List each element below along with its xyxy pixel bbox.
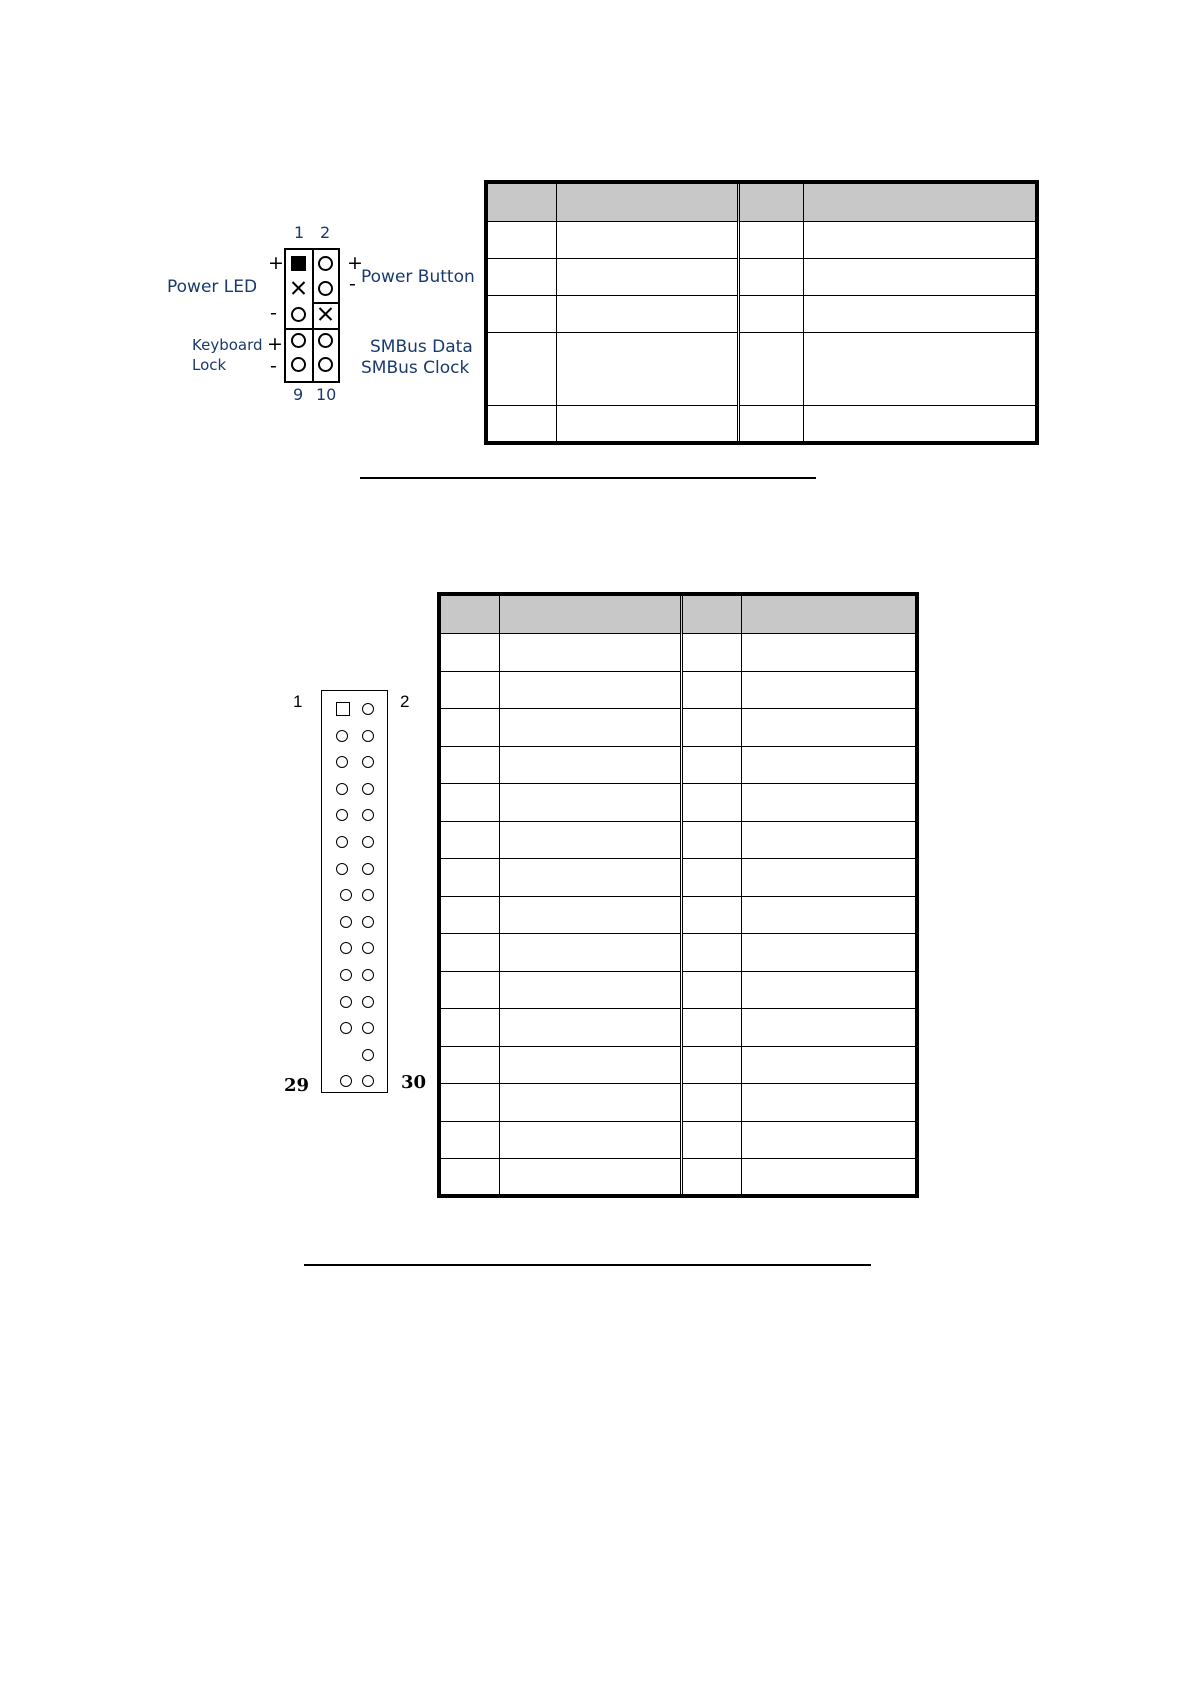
- table-cell: [741, 971, 917, 1009]
- header-pin: [362, 996, 374, 1008]
- table-cell: [439, 709, 499, 747]
- header-pin: [336, 863, 348, 875]
- smbus-clock-label: SMBus Clock: [361, 358, 470, 378]
- table-cell: [439, 1046, 499, 1084]
- table-cell: [499, 1121, 681, 1159]
- table-cell: [681, 671, 741, 709]
- pin-29-label: 29: [284, 1075, 310, 1096]
- header-pin: [362, 916, 374, 928]
- table-row: [439, 1084, 917, 1122]
- table-header-row: [486, 182, 1037, 222]
- pin-assignment-table-1: [484, 180, 1039, 445]
- pin-9-label: 9: [293, 385, 304, 404]
- lock-label: Lock: [192, 356, 227, 374]
- header-pin: [340, 942, 352, 954]
- table-row: [439, 821, 917, 859]
- pin-10-label: 10: [316, 385, 337, 404]
- table-cell: [439, 1121, 499, 1159]
- table-cell: [499, 934, 681, 972]
- header-cell: [741, 594, 917, 634]
- keyboard-lock-plus: +: [267, 333, 283, 355]
- power-led-plus: +: [268, 252, 284, 274]
- pin-assignment-table-2: [437, 592, 919, 1198]
- keyboard-label: Keyboard: [192, 336, 263, 354]
- table-row: [486, 259, 1037, 296]
- table-row: [439, 934, 917, 972]
- table-cell: [681, 896, 741, 934]
- table-cell: [556, 259, 738, 296]
- table-cell: [741, 1046, 917, 1084]
- table-cell: [499, 971, 681, 1009]
- table-cell: [681, 746, 741, 784]
- table-row: [486, 296, 1037, 333]
- header-divider-right: [312, 302, 340, 304]
- table-cell: [439, 821, 499, 859]
- table-cell: [681, 1046, 741, 1084]
- table-cell: [439, 896, 499, 934]
- header-cell: [439, 594, 499, 634]
- power-button-label: Power Button: [361, 267, 475, 287]
- header-cell: [499, 594, 681, 634]
- power-button-plus: +: [347, 252, 363, 274]
- table-cell: [741, 821, 917, 859]
- table-cell: [499, 1046, 681, 1084]
- pin-9-circle: [291, 357, 306, 372]
- header-cell: [681, 594, 741, 634]
- table-cell: [681, 1159, 741, 1197]
- table-cell: [439, 746, 499, 784]
- pin-6-removed-icon: [318, 307, 333, 322]
- table-cell: [741, 671, 917, 709]
- table-cell: [439, 784, 499, 822]
- pin-3-removed-icon: [291, 281, 306, 296]
- keyboard-lock-minus: -: [270, 355, 277, 377]
- table-cell: [439, 1084, 499, 1122]
- header-cell: [738, 182, 803, 222]
- table-cell: [499, 1084, 681, 1122]
- smbus-data-label: SMBus Data: [370, 337, 473, 357]
- table-row: [439, 1121, 917, 1159]
- table-cell: [439, 634, 499, 672]
- header-pin: [362, 836, 374, 848]
- table-cell: [486, 333, 556, 406]
- table-cell: [803, 296, 1037, 333]
- pin-2-label: 2: [320, 223, 331, 242]
- table-cell: [741, 784, 917, 822]
- pin-10-circle: [318, 357, 333, 372]
- power-led-minus: -: [270, 302, 277, 324]
- table-row: [439, 1159, 917, 1197]
- table-header-row: [439, 594, 917, 634]
- table-row: [439, 1009, 917, 1047]
- pin-8-circle: [318, 333, 333, 348]
- table-cell: [741, 1084, 917, 1122]
- table-cell: [741, 934, 917, 972]
- header-pin: [336, 756, 348, 768]
- table-cell: [738, 333, 803, 406]
- table-cell: [681, 1084, 741, 1122]
- table-row: [439, 746, 917, 784]
- table-cell: [439, 1009, 499, 1047]
- table-cell: [803, 222, 1037, 259]
- table-row: [439, 784, 917, 822]
- table-cell: [738, 222, 803, 259]
- table-cell: [556, 296, 738, 333]
- power-button-minus: -: [349, 273, 356, 295]
- pin-1-square: [291, 256, 306, 271]
- header-pin: [362, 969, 374, 981]
- power-led-label: Power LED: [167, 277, 258, 297]
- table-cell: [741, 709, 917, 747]
- table-cell: [738, 259, 803, 296]
- table-cell: [499, 671, 681, 709]
- table-cell: [741, 896, 917, 934]
- table-cell: [741, 1121, 917, 1159]
- table-cell: [439, 859, 499, 897]
- table-cell: [803, 259, 1037, 296]
- header-pin: [362, 863, 374, 875]
- pin-5-circle: [291, 307, 306, 322]
- table-cell: [439, 934, 499, 972]
- header-pin: [340, 969, 352, 981]
- header-pin: [362, 756, 374, 768]
- table-cell: [556, 406, 738, 443]
- table-cell: [681, 821, 741, 859]
- table-row: [439, 859, 917, 897]
- table-cell: [803, 333, 1037, 406]
- table-cell: [741, 1009, 917, 1047]
- table-cell: [499, 746, 681, 784]
- header-pin: [362, 809, 374, 821]
- table-cell: [803, 406, 1037, 443]
- header-2x15-outline: [321, 690, 388, 1093]
- table-cell: [499, 859, 681, 897]
- header-cell: [556, 182, 738, 222]
- table-row: [439, 709, 917, 747]
- table-cell: [681, 709, 741, 747]
- table-row: [486, 406, 1037, 443]
- header-cell: [803, 182, 1037, 222]
- table-cell: [741, 746, 917, 784]
- table-cell: [738, 406, 803, 443]
- table-cell: [439, 971, 499, 1009]
- table-row: [439, 971, 917, 1009]
- pin-1-square: [336, 702, 350, 716]
- table-cell: [486, 259, 556, 296]
- table-cell: [439, 671, 499, 709]
- table-cell: [486, 296, 556, 333]
- table-cell: [741, 1159, 917, 1197]
- header-pin: [336, 783, 348, 795]
- pin-30-label: 30: [401, 1072, 427, 1093]
- table-row: [439, 671, 917, 709]
- table-cell: [681, 1121, 741, 1159]
- header-pin: [336, 809, 348, 821]
- pin-2-label: 2: [400, 692, 410, 711]
- pin-2-circle: [318, 256, 333, 271]
- table-cell: [499, 1009, 681, 1047]
- table-cell: [738, 296, 803, 333]
- table-cell: [499, 1159, 681, 1197]
- pin-4-circle: [318, 281, 333, 296]
- header-pin: [336, 730, 348, 742]
- header-divider-mid: [286, 328, 340, 330]
- pin-1-label: 1: [293, 692, 303, 711]
- header-pin: [362, 1049, 374, 1061]
- table-cell: [681, 1009, 741, 1047]
- table-cell: [499, 821, 681, 859]
- header-pin: [362, 889, 374, 901]
- pin-1-label: 1: [294, 223, 305, 242]
- header-pin: [340, 1022, 352, 1034]
- header-pin: [340, 1075, 352, 1087]
- header-pin: [362, 703, 374, 715]
- table-row: [439, 1046, 917, 1084]
- pin-7-circle: [291, 333, 306, 348]
- table-cell: [556, 222, 738, 259]
- header-pin: [362, 942, 374, 954]
- table-cell: [681, 934, 741, 972]
- table-cell: [499, 709, 681, 747]
- header-pin: [362, 730, 374, 742]
- table-cell: [439, 1159, 499, 1197]
- header-pin: [362, 1075, 374, 1087]
- header-pin: [336, 836, 348, 848]
- table-row: [439, 634, 917, 672]
- header-pin: [340, 996, 352, 1008]
- header-pin: [340, 889, 352, 901]
- table-row: [486, 333, 1037, 406]
- table-cell: [681, 634, 741, 672]
- header-center-divider: [312, 250, 314, 381]
- table-cell: [556, 333, 738, 406]
- table-cell: [681, 784, 741, 822]
- table-cell: [486, 406, 556, 443]
- table-row: [486, 222, 1037, 259]
- table-cell: [499, 896, 681, 934]
- header-pin: [362, 783, 374, 795]
- table-cell: [499, 634, 681, 672]
- caption-underline-1: [360, 477, 816, 479]
- table-cell: [499, 784, 681, 822]
- table-cell: [681, 859, 741, 897]
- table-cell: [486, 222, 556, 259]
- header-2x5-outline: [284, 248, 340, 383]
- header-pin: [340, 916, 352, 928]
- table-row: [439, 896, 917, 934]
- header-cell: [486, 182, 556, 222]
- header-pin: [362, 1022, 374, 1034]
- table-cell: [681, 971, 741, 1009]
- table-cell: [741, 634, 917, 672]
- caption-underline-2: [304, 1264, 871, 1266]
- table-cell: [741, 859, 917, 897]
